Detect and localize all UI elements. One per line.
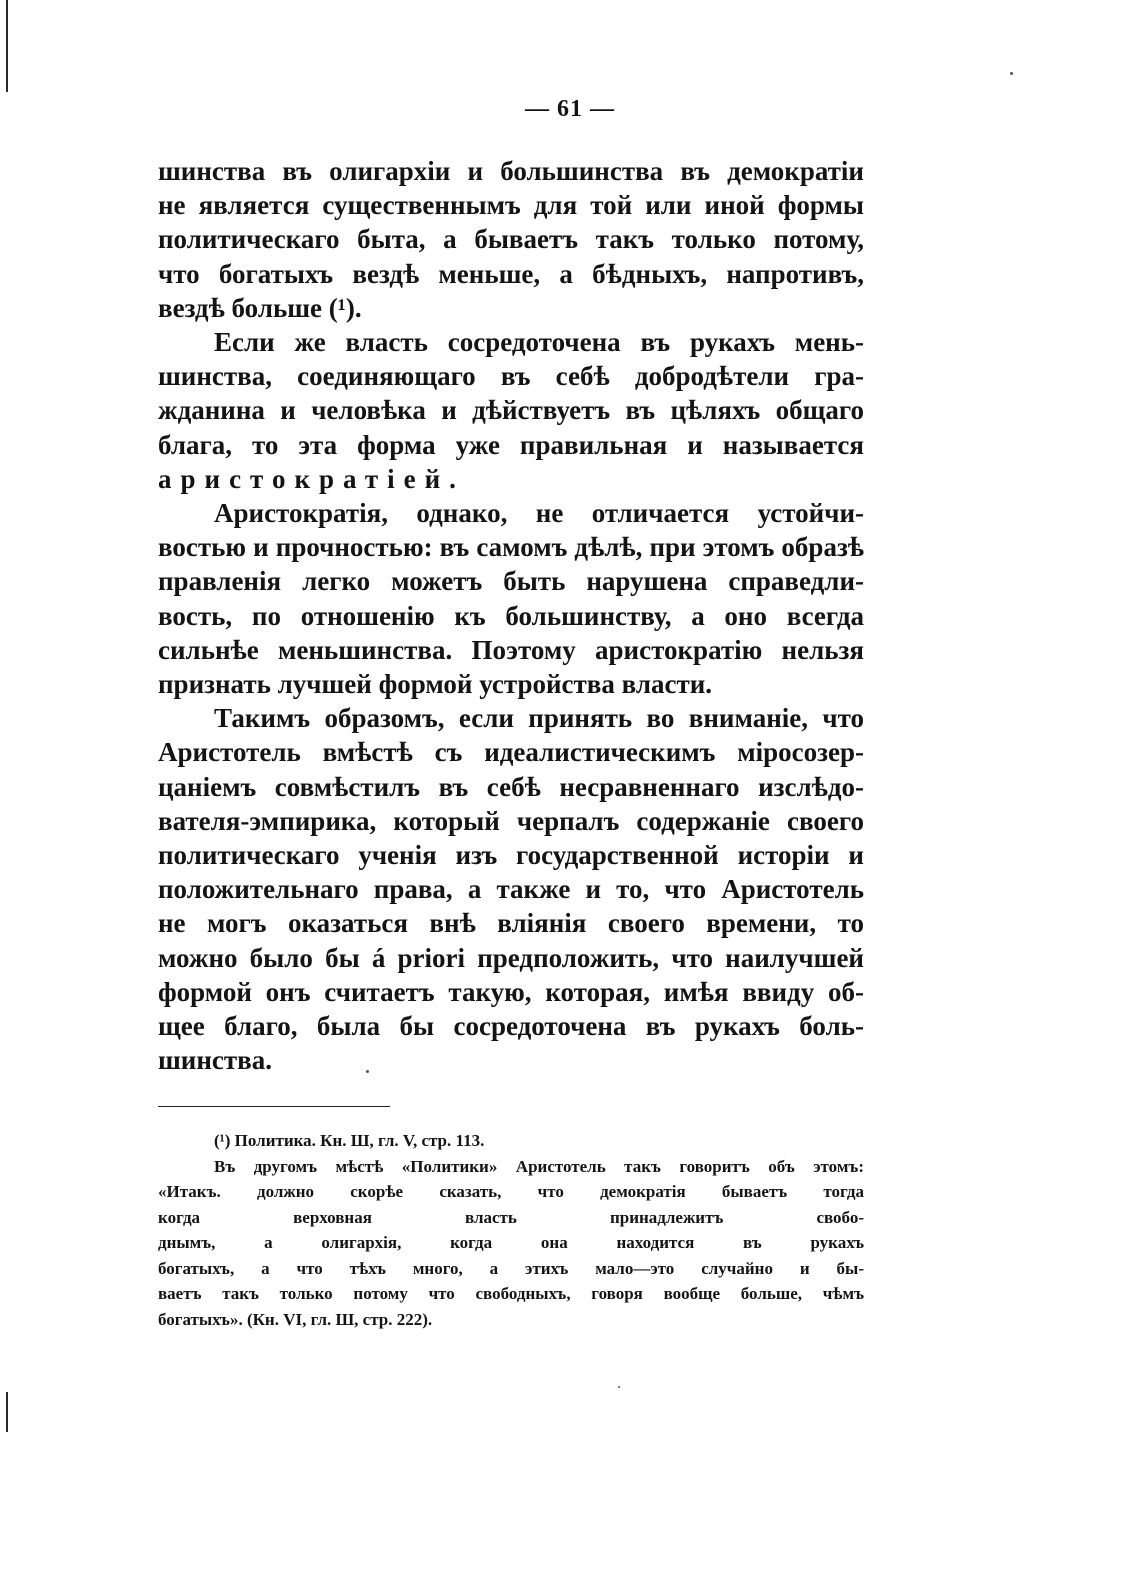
text-line: правленія легко можетъ быть нарушена справедли- (158, 566, 864, 597)
text-line: вездѣ больше (¹). (158, 292, 362, 323)
body-text (158, 154, 864, 1077)
text-line: что богатыхъ вездѣ меньше, а бѣдныхъ, напротивъ, (158, 258, 864, 289)
text-line: вость, по отношенію къ большинству, а оно всегда (158, 600, 864, 631)
text-line: можно было бы á priori предположить, что наилучшей (158, 942, 864, 973)
text-line: Аристотель вмѣстѣ съ идеалистическимъ міросозер- (158, 737, 864, 768)
scan-speck (618, 1386, 620, 1388)
text-line: шинства. (158, 1045, 272, 1076)
text-line: блага, то эта форма уже правильная и называется (158, 429, 864, 460)
text-line: не могъ оказаться внѣ вліянія своего времени, то (158, 908, 864, 939)
footnote-line: богатыхъ». (Кн. VI, гл. Ш, стр. 222). (158, 1309, 433, 1329)
text-line: политическаго ученія изъ государственной исторіи и (158, 840, 864, 871)
scan-edge-mark (6, 0, 8, 92)
text-line: положительнаго права, а также и то, что Аристотель (158, 874, 864, 905)
text-line: цаніемъ совмѣстилъ въ себѣ несравненнаго изслѣдо- (158, 771, 864, 802)
page-number: — 61 — (525, 96, 615, 122)
footnote-line: «Итакъ. должно скорѣе сказать, что демократія бываетъ тогда (158, 1182, 864, 1201)
text-line: шинства, соединяющаго въ себѣ добродѣтели гра- (158, 361, 864, 392)
text-line: не является существеннымъ для той или иной формы (158, 190, 864, 221)
text-line: сильнѣе меньшинства. Поэтому аристократію нельзя (158, 634, 864, 665)
footnote-line: (¹) Политика. Кн. Ш, гл. V, стр. 113. (214, 1131, 485, 1150)
text-line: щее благо, была бы сосредоточена въ рукахъ боль- (158, 1011, 864, 1042)
footnotes (158, 1128, 864, 1332)
scan-speck (1010, 72, 1013, 75)
footnote-divider (158, 1106, 390, 1107)
footnote-line: Въ другомъ мѣстѣ «Политики» Аристотель такъ говоритъ объ этомъ: (214, 1156, 864, 1176)
footnote-line: ваетъ такъ только потому что свободныхъ, говоря вообще больше, чѣмъ (158, 1284, 864, 1303)
text-line: политическаго быта, а бываетъ такъ только потому, (158, 224, 864, 255)
footnote-line: днымъ, а олигархія, когда она находится въ рукахъ (158, 1233, 864, 1252)
text-line: Аристократія, однако, не отличается устойчи- (214, 498, 864, 529)
text-line: признать лучшей формой устройства власти. (158, 669, 713, 700)
text-line: вателя-эмпирика, который черпалъ содержаніе своего (158, 805, 864, 836)
text-line: аристократіей. (158, 463, 465, 494)
footnote-line: богатыхъ, а что тѣхъ много, а этихъ мало—это случайно и бы- (158, 1258, 864, 1278)
text-line: формой онъ считаетъ такую, которая, имѣя ввиду об- (158, 976, 864, 1007)
text-line: Такимъ образомъ, если принять во вниманіе, что (214, 703, 864, 734)
scan-edge-mark (6, 1392, 8, 1432)
footnote-line: когда верховная власть принадлежитъ свобо- (158, 1207, 864, 1227)
text-line: шинства въ олигархіи и большинства въ демократіи (158, 156, 864, 186)
text-line: Если же власть сосредоточена въ рукахъ мень- (214, 327, 864, 358)
text-line: востью и прочностью: въ самомъ дѣлѣ, при этомъ образѣ (158, 532, 864, 563)
text-line: жданина и человѣка и дѣйствуетъ въ цѣляхъ общаго (158, 395, 864, 426)
